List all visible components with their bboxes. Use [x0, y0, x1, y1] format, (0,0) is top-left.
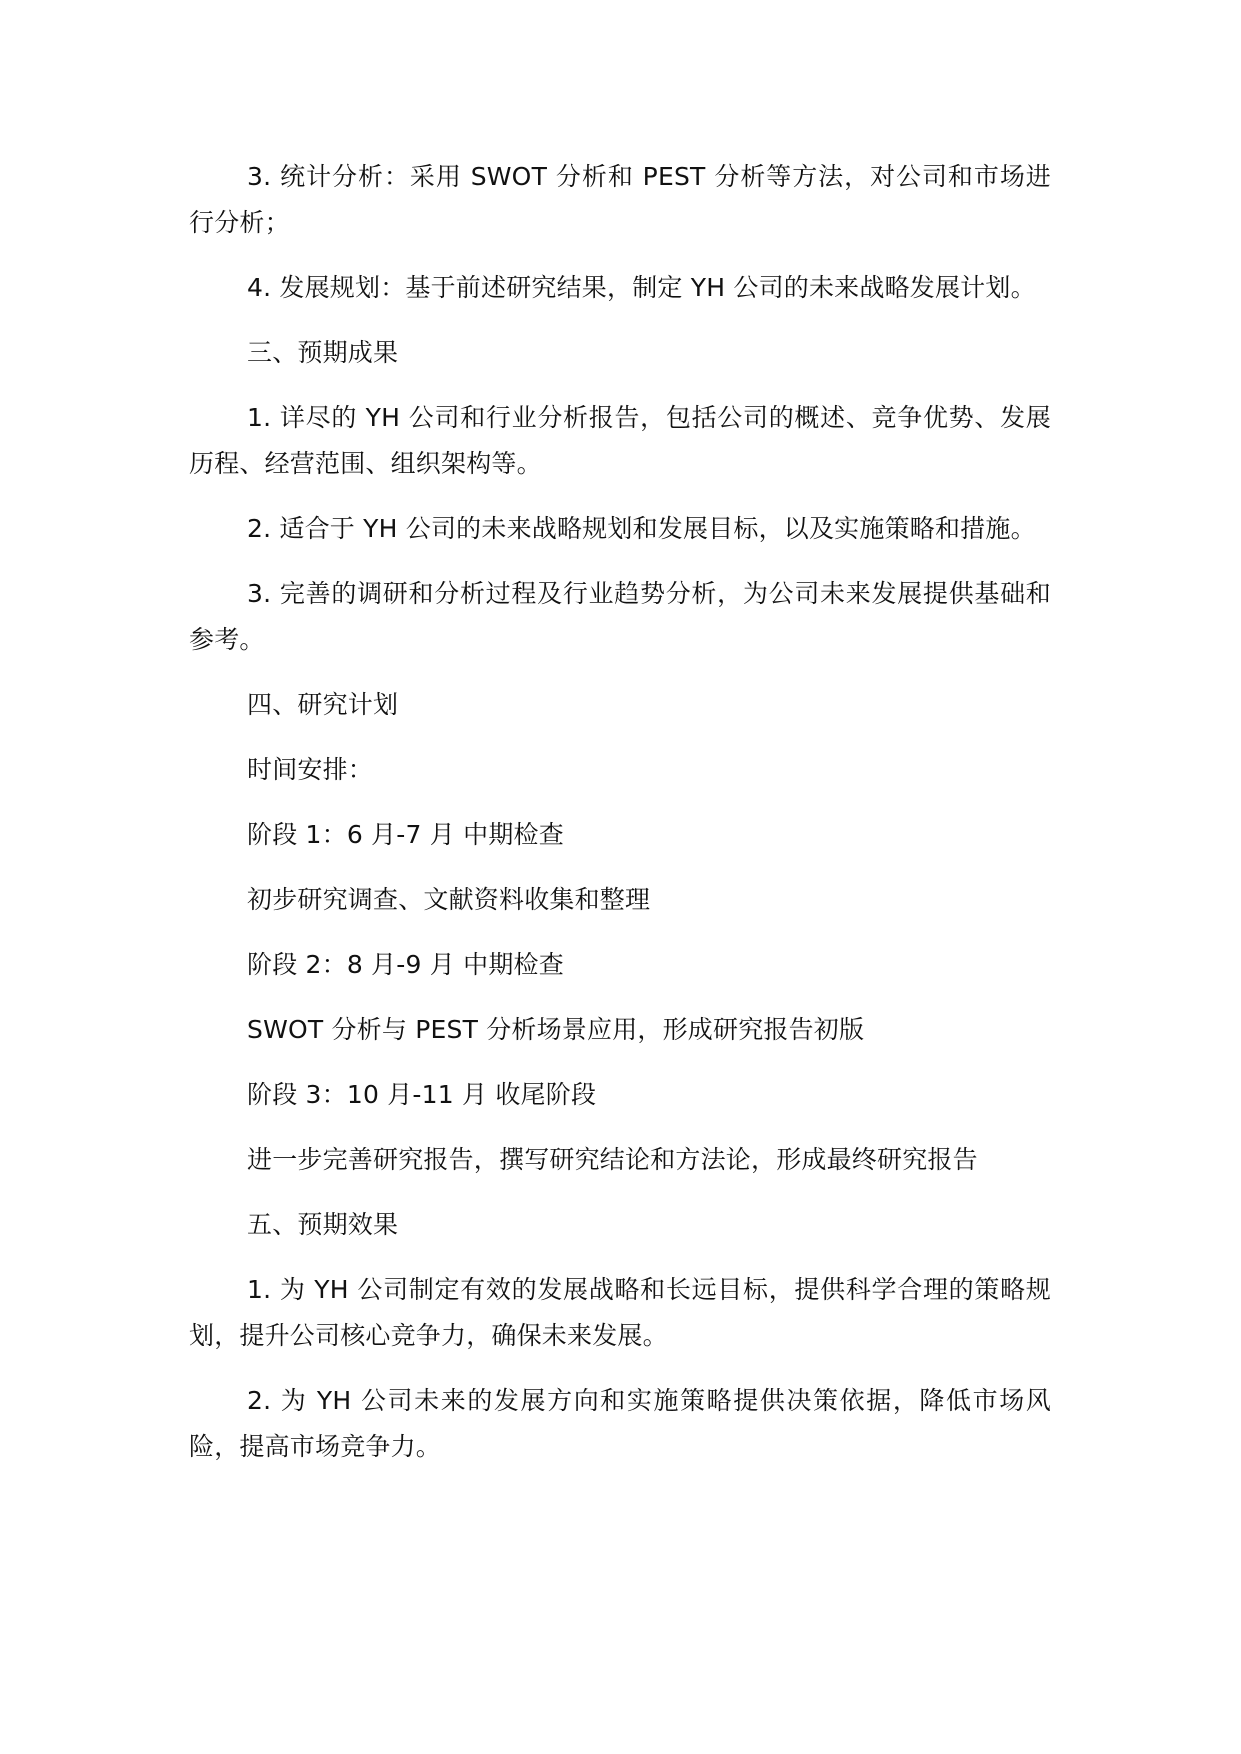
section-heading-expected-effects: 五、预期效果 — [247, 1210, 399, 1239]
paragraph-stage-3-desc: 进一步完善研究报告，撰写研究结论和方法论，形成最终研究报告 — [247, 1145, 978, 1174]
paragraph-method-4: 4. 发展规划：基于前述研究结果，制定 YH 公司的未来战略发展计划。 — [247, 273, 1036, 302]
section-heading-research-plan: 四、研究计划 — [247, 690, 399, 719]
paragraph-stage-2: 阶段 2：8 月-9 月 中期检查 — [247, 950, 564, 979]
paragraph-effect-1: 1. 为 YH 公司制定有效的发展战略和长远目标，提供科学合理的策略规划，提升公司核心竞争力，确保未来发展。 — [189, 1275, 1051, 1350]
paragraph-schedule-label: 时间安排： — [247, 755, 374, 784]
paragraph-stage-1-desc: 初步研究调查、文献资料收集和整理 — [247, 885, 651, 914]
paragraph-method-3: 3. 统计分析：采用 SWOT 分析和 PEST 分析等方法，对公司和市场进行分析； — [189, 162, 1051, 237]
document-body — [189, 154, 1051, 1489]
paragraph-result-3: 3. 完善的调研和分析过程及行业趋势分析，为公司未来发展提供基础和参考。 — [189, 579, 1051, 654]
paragraph-stage-1: 阶段 1：6 月-7 月 中期检查 — [247, 820, 564, 849]
paragraph-stage-3: 阶段 3：10 月-11 月 收尾阶段 — [247, 1080, 597, 1109]
paragraph-stage-2-desc: SWOT 分析与 PEST 分析场景应用，形成研究报告初版 — [247, 1015, 865, 1044]
paragraph-effect-2: 2. 为 YH 公司未来的发展方向和实施策略提供决策依据，降低市场风险，提高市场竞争力。 — [189, 1386, 1051, 1461]
paragraph-result-1: 1. 详尽的 YH 公司和行业分析报告，包括公司的概述、竞争优势、发展历程、经营范围、组织架构等。 — [189, 403, 1051, 478]
paragraph-result-2: 2. 适合于 YH 公司的未来战略规划和发展目标，以及实施策略和措施。 — [247, 514, 1036, 543]
section-heading-expected-results: 三、预期成果 — [247, 338, 399, 367]
